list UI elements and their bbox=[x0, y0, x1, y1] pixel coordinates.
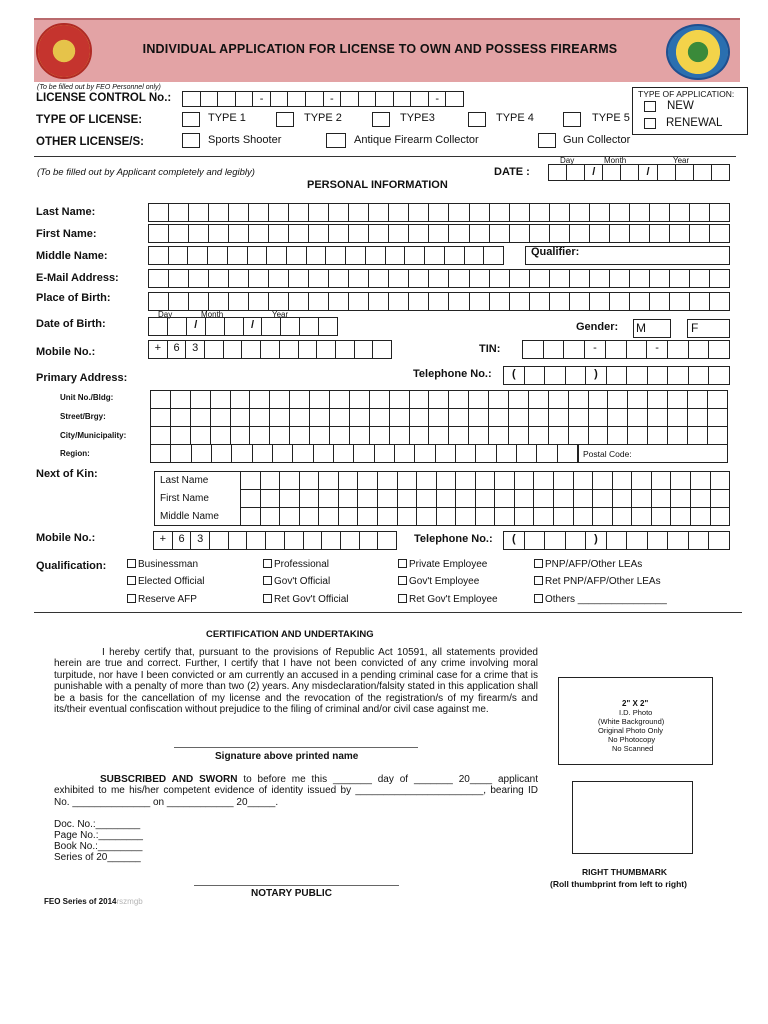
next-of-kin-label: Next of Kin: bbox=[36, 468, 98, 480]
type2-checkbox[interactable] bbox=[276, 112, 294, 127]
qualification-businessman[interactable]: Businessman bbox=[127, 559, 198, 570]
kin-telephone-field[interactable]: ( ) bbox=[503, 531, 730, 550]
middle-name-label: Middle Name: bbox=[36, 250, 108, 262]
last-name-field[interactable] bbox=[148, 203, 730, 222]
form-title: INDIVIDUAL APPLICATION FOR LICENSE TO OWN AND POSSESS FIREARMS bbox=[142, 42, 618, 56]
applicant-note: (To be filled out by Applicant completely and legibly) bbox=[37, 167, 255, 178]
kin-last-name-label: Last Name bbox=[160, 475, 209, 486]
gun-collector-checkbox[interactable] bbox=[538, 133, 556, 148]
qualification-pnp-afp[interactable]: PNP/AFP/Other LEAs bbox=[534, 559, 642, 570]
photo-id-text: I.D. Photo bbox=[619, 708, 653, 717]
doc-no: Doc. No.:________ bbox=[54, 819, 141, 830]
kin-middle-name-label: Middle Name bbox=[160, 511, 219, 522]
date-month-caption: Month bbox=[604, 156, 627, 165]
qualification-ret-pnp-afp[interactable]: Ret PNP/AFP/Other LEAs bbox=[534, 576, 661, 587]
date-label: DATE : bbox=[494, 166, 530, 178]
kin-first-name-label: First Name bbox=[160, 493, 209, 504]
telephone-label: Telephone No.: bbox=[413, 368, 492, 380]
email-field[interactable] bbox=[148, 269, 730, 288]
certification-body: I hereby certify that, pursuant to the provisions of Republic Act 10591, all statements provided herein are true and correct. Further, I certify that I have not been convicted of any crime involving moral turpitude, nor have I been convicted or am currently an accused in a pending criminal case for a crime that is punishable with a penalty of more than two (2) years. Any misdeclaration/falsity stated in this application shall be a basis for the cancellation of my license and the revocation of the registration/s of my firearm/s and its/their eventual confiscation without prejudice to the filing of criminal and/or civil case against me. bbox=[54, 647, 538, 716]
tin-label: TIN: bbox=[479, 343, 501, 355]
book-no: Book No.:________ bbox=[54, 841, 143, 852]
place-of-birth-label: Place of Birth: bbox=[36, 292, 111, 304]
license-control-field[interactable]: - - - bbox=[182, 91, 464, 107]
renewal-checkbox[interactable] bbox=[644, 118, 656, 129]
dob-month-caption: Month bbox=[201, 310, 224, 319]
sports-shooter-checkbox[interactable] bbox=[182, 133, 200, 148]
date-of-birth-label: Date of Birth: bbox=[36, 318, 106, 330]
kin-last-name-field[interactable] bbox=[240, 471, 730, 490]
type1-label: TYPE 1 bbox=[208, 112, 246, 124]
photo-original-text: Original Photo Only bbox=[598, 726, 664, 735]
photo-no-scanned-text: No Scanned bbox=[612, 744, 654, 753]
unit-field[interactable] bbox=[150, 390, 728, 409]
qualification-label: Qualification: bbox=[36, 560, 107, 572]
kin-mobile-field[interactable]: + 6 3 bbox=[153, 531, 397, 550]
type2-label: TYPE 2 bbox=[304, 112, 342, 124]
divider-bottom bbox=[34, 612, 742, 613]
type1-checkbox[interactable] bbox=[182, 112, 200, 127]
type-of-application-title: TYPE OF APPLICATION: bbox=[638, 89, 735, 99]
qualification-ret-govt-employee[interactable]: Ret Gov't Employee bbox=[398, 594, 498, 605]
email-label: E-Mail Address: bbox=[36, 272, 119, 284]
photo-size-text: 2" X 2" bbox=[622, 699, 649, 708]
form-header bbox=[34, 18, 740, 82]
certification-title: CERTIFICATION AND UNDERTAKING bbox=[206, 629, 374, 640]
first-name-label: First Name: bbox=[36, 228, 97, 240]
type4-checkbox[interactable] bbox=[468, 112, 486, 127]
kin-telephone-label: Telephone No.: bbox=[414, 533, 493, 545]
renewal-label: RENEWAL bbox=[666, 117, 723, 129]
gender-label: Gender: bbox=[576, 321, 619, 333]
qualification-govt-official[interactable]: Gov't Official bbox=[263, 576, 330, 587]
qualification-govt-employee[interactable]: Gov't Employee bbox=[398, 576, 479, 587]
pnp-seal-logo bbox=[36, 23, 92, 79]
middle-name-field[interactable] bbox=[148, 246, 504, 265]
thumbmark-box[interactable] bbox=[572, 781, 693, 854]
gun-collector-label: Gun Collector bbox=[563, 134, 631, 146]
place-of-birth-field[interactable] bbox=[148, 292, 730, 311]
region-field[interactable] bbox=[150, 444, 578, 463]
license-control-label: LICENSE CONTROL No.: bbox=[36, 92, 172, 104]
date-field[interactable]: / / bbox=[548, 164, 730, 181]
street-label: Street/Brgy: bbox=[60, 412, 106, 421]
thumbmark-note: (Roll thumbprint from left to right) bbox=[550, 879, 687, 889]
feo-note: (To be filled out by FEO Personnel only) bbox=[37, 84, 161, 91]
photo-no-photocopy-text: No Photocopy bbox=[608, 735, 656, 744]
footer-code: rszmgb bbox=[116, 897, 143, 906]
divider-top bbox=[34, 156, 736, 157]
type4-label: TYPE 4 bbox=[496, 112, 534, 124]
date-year-caption: Year bbox=[673, 156, 690, 165]
qualification-elected-official[interactable]: Elected Official bbox=[127, 576, 205, 587]
gender-f-label: F bbox=[691, 321, 699, 335]
photo-bg-text: (White Background) bbox=[598, 717, 665, 726]
date-of-birth-field[interactable]: / / bbox=[148, 317, 338, 336]
kin-mobile-label: Mobile No.: bbox=[36, 532, 96, 544]
mobile-label: Mobile No.: bbox=[36, 346, 96, 358]
feo-seal-logo bbox=[666, 24, 730, 80]
thumbmark-title: RIGHT THUMBMARK bbox=[582, 867, 667, 877]
type5-checkbox[interactable] bbox=[563, 112, 581, 127]
other-license-label: OTHER LICENSE/S: bbox=[36, 136, 144, 148]
notary-line bbox=[194, 885, 399, 886]
qualification-others[interactable]: Others ________________ bbox=[534, 594, 667, 605]
page-no: Page No.:________ bbox=[54, 830, 143, 841]
notary-public-label: NOTARY PUBLIC bbox=[251, 888, 332, 899]
mobile-field[interactable]: + 6 3 bbox=[148, 340, 392, 359]
date-day-caption: Day bbox=[560, 156, 575, 165]
signature-line bbox=[174, 747, 418, 748]
city-label: City/Municipality: bbox=[60, 431, 127, 440]
footer-series: FEO Series of 2014rszmgb bbox=[44, 897, 143, 906]
unit-label: Unit No./Bldg: bbox=[60, 393, 114, 402]
sports-shooter-label: Sports Shooter bbox=[208, 134, 282, 146]
type3-checkbox[interactable] bbox=[372, 112, 390, 127]
last-name-label: Last Name: bbox=[36, 206, 96, 218]
tin-field[interactable]: - - bbox=[522, 340, 730, 359]
qualification-private-employee[interactable]: Private Employee bbox=[398, 559, 487, 570]
new-checkbox[interactable] bbox=[644, 101, 656, 112]
qualifier-label: Qualifier: bbox=[531, 246, 580, 258]
new-label: NEW bbox=[667, 100, 694, 112]
city-field[interactable] bbox=[150, 426, 728, 445]
qualification-reserve-afp[interactable]: Reserve AFP bbox=[127, 594, 197, 605]
dob-year-caption: Year bbox=[272, 310, 289, 319]
first-name-field[interactable] bbox=[148, 224, 730, 243]
type3-label: TYPE3 bbox=[400, 112, 435, 124]
series-no: Series of 20______ bbox=[54, 852, 141, 863]
qualification-ret-govt-official[interactable]: Ret Gov't Official bbox=[263, 594, 349, 605]
postal-code-label: Postal Code: bbox=[583, 449, 632, 459]
antique-collector-label: Antique Firearm Collector bbox=[354, 134, 479, 146]
type-of-license-label: TYPE OF LICENSE: bbox=[36, 114, 143, 126]
subscribed-sworn-text: SUBSCRIBED AND SWORN to before me this _______ day of _______ 20____ applicant exhibited to me his/her competent evidence of identity issued by _______________________, bearing ID No. ______________ on ____________ 20_____. bbox=[54, 774, 538, 808]
telephone-field[interactable]: ( ) bbox=[503, 366, 730, 385]
dob-day-caption: Day bbox=[158, 310, 173, 319]
primary-address-label: Primary Address: bbox=[36, 372, 128, 384]
qualification-professional[interactable]: Professional bbox=[263, 559, 329, 570]
gender-m-label: M bbox=[636, 321, 646, 335]
kin-middle-name-field[interactable] bbox=[240, 507, 730, 526]
signature-label: Signature above printed name bbox=[215, 751, 359, 762]
type5-label: TYPE 5 bbox=[592, 112, 630, 124]
street-field[interactable] bbox=[150, 408, 728, 427]
personal-information-heading: PERSONAL INFORMATION bbox=[307, 179, 448, 191]
antique-collector-checkbox[interactable] bbox=[326, 133, 346, 148]
region-label: Region: bbox=[60, 449, 90, 458]
kin-first-name-field[interactable] bbox=[240, 489, 730, 508]
